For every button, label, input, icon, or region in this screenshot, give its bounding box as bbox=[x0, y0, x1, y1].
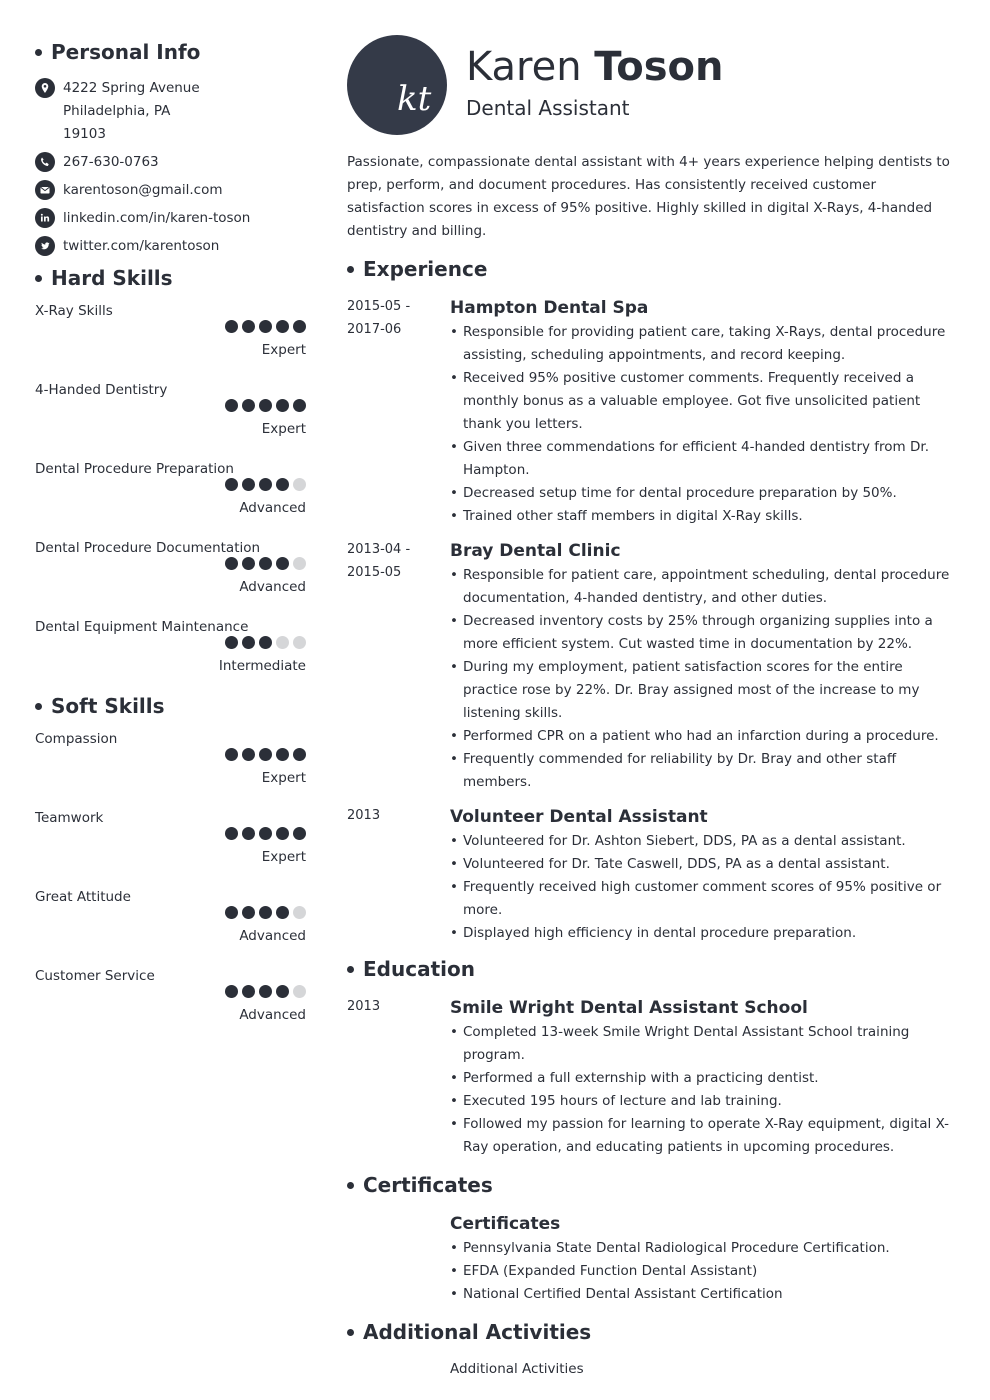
skill-item bbox=[35, 617, 306, 696]
email-link[interactable]: karentoson@gmail.com bbox=[63, 182, 223, 198]
phone-icon bbox=[35, 152, 55, 172]
rating-dot-filled bbox=[225, 320, 238, 333]
experience-list bbox=[347, 295, 957, 945]
rating-dot-filled bbox=[276, 985, 289, 998]
entry-date: 2013 bbox=[347, 999, 381, 1014]
bullet-item: • Performed a full externship with a practicing dentist. bbox=[450, 1067, 957, 1090]
rating-dot-empty bbox=[293, 985, 306, 998]
rating-dot-filled bbox=[293, 399, 306, 412]
entry-title: Certificates bbox=[450, 1214, 561, 1234]
bullet-item: • Performed CPR on a patient who had an infarction during a procedure. bbox=[450, 725, 957, 748]
certificates-heading: Certificates bbox=[347, 1171, 957, 1199]
additional-activities-heading: Additional Activities bbox=[347, 1318, 957, 1346]
rating-dot-filled bbox=[293, 748, 306, 761]
name-block bbox=[466, 35, 724, 122]
contact-address bbox=[35, 77, 306, 146]
resume-header bbox=[347, 35, 957, 146]
bullet-item: • Given three commendations for efficient 4-handed dentistry from Dr. Hampton. bbox=[450, 436, 957, 482]
avatar bbox=[347, 35, 447, 135]
bullet-item: • Completed 13-week Smile Wright Dental Assistant School training program. bbox=[450, 1021, 957, 1067]
bullet-item: • Responsible for providing patient care, taking X-Rays, dental procedure assisting, scheduling appointments, and record keeping. bbox=[450, 321, 957, 367]
rating-dot-filled bbox=[259, 478, 272, 491]
rating-dot-filled bbox=[242, 827, 255, 840]
additional-activities-text: Additional Activities bbox=[450, 1361, 584, 1377]
skill-name: Dental Equipment Maintenance bbox=[35, 619, 249, 635]
first-name: Karen bbox=[466, 44, 582, 90]
section-entry bbox=[347, 995, 957, 1159]
entry-title: Bray Dental Clinic bbox=[450, 541, 621, 561]
rating-dot-filled bbox=[225, 748, 238, 761]
rating-dot-filled bbox=[276, 557, 289, 570]
last-name: Toson bbox=[594, 44, 724, 90]
bullet-item: • Frequently commended for reliability by Dr. Bray and other staff members. bbox=[450, 748, 957, 794]
skill-rating bbox=[225, 320, 306, 333]
bullet-item: • Displayed high efficiency in dental procedure preparation. bbox=[450, 922, 957, 945]
entry-date: 2015-05 - 2017-06 bbox=[347, 299, 411, 337]
rating-dot-filled bbox=[242, 399, 255, 412]
avatar-initials: kt bbox=[397, 79, 432, 119]
education-heading: Education bbox=[347, 955, 957, 983]
skill-item bbox=[35, 301, 306, 380]
bullet-item: • Pennsylvania State Dental Radiological Procedure Certification. bbox=[450, 1237, 957, 1260]
rating-dot-filled bbox=[225, 636, 238, 649]
bullet-item: • Received 95% positive customer comments. Frequently received a monthly bonus as a valuable employee. Got five unsolicited patient thank you letters. bbox=[450, 367, 957, 436]
soft-skills-heading: Soft Skills bbox=[35, 692, 306, 720]
bullet-item: • National Certified Dental Assistant Certification bbox=[450, 1283, 957, 1306]
bullet-list bbox=[450, 1237, 957, 1306]
soft-skills-list bbox=[35, 729, 306, 1045]
bullet-item: • Volunteered for Dr. Tate Caswell, DDS, PA as a dental assistant. bbox=[450, 853, 957, 876]
rating-dot-filled bbox=[259, 636, 272, 649]
entry-date: 2013 bbox=[347, 808, 381, 823]
section-entry bbox=[347, 1211, 957, 1306]
twitter-link[interactable]: twitter.com/karentoson bbox=[63, 238, 220, 254]
rating-dot-filled bbox=[276, 827, 289, 840]
rating-dot-filled bbox=[259, 985, 272, 998]
skill-name: Compassion bbox=[35, 731, 118, 747]
main-content bbox=[347, 35, 957, 1381]
rating-dot-filled bbox=[293, 827, 306, 840]
rating-dot-filled bbox=[225, 985, 238, 998]
email-icon bbox=[35, 180, 55, 200]
certificates-list bbox=[347, 1211, 957, 1306]
rating-dot-filled bbox=[276, 399, 289, 412]
skill-item bbox=[35, 729, 306, 808]
entry-title: Smile Wright Dental Assistant School bbox=[450, 998, 808, 1018]
rating-dot-filled bbox=[259, 748, 272, 761]
rating-dot-filled bbox=[259, 557, 272, 570]
rating-dot-empty bbox=[276, 636, 289, 649]
rating-dot-filled bbox=[242, 906, 255, 919]
skill-item bbox=[35, 887, 306, 966]
rating-dot-filled bbox=[242, 478, 255, 491]
personal-info-heading: Personal Info bbox=[35, 38, 306, 66]
entry-title: Hampton Dental Spa bbox=[450, 298, 649, 318]
rating-dot-filled bbox=[259, 399, 272, 412]
linkedin-icon bbox=[35, 208, 55, 228]
rating-dot-filled bbox=[242, 636, 255, 649]
skill-rating bbox=[225, 557, 306, 570]
bullet-item: • Decreased inventory costs by 25% through organizing supplies into a more efficient system. Cut wasted time in documentation by 22%. bbox=[450, 610, 957, 656]
sidebar bbox=[35, 38, 306, 1045]
skill-item bbox=[35, 459, 306, 538]
skill-name: Great Attitude bbox=[35, 889, 131, 905]
additional-activities-entry bbox=[347, 1358, 957, 1381]
skill-rating bbox=[225, 985, 306, 998]
skill-level: Advanced bbox=[239, 1007, 306, 1023]
skill-item bbox=[35, 380, 306, 459]
bullet-list bbox=[450, 321, 957, 528]
rating-dot-empty bbox=[293, 557, 306, 570]
rating-dot-filled bbox=[225, 827, 238, 840]
skill-level: Advanced bbox=[239, 579, 306, 595]
contact-phone bbox=[35, 151, 306, 174]
bullet-item: • Volunteered for Dr. Ashton Siebert, DDS, PA as a dental assistant. bbox=[450, 830, 957, 853]
job-title: Dental Assistant bbox=[466, 96, 630, 120]
rating-dot-filled bbox=[276, 748, 289, 761]
contact-list bbox=[35, 77, 306, 258]
hard-skills-list bbox=[35, 301, 306, 696]
rating-dot-empty bbox=[293, 478, 306, 491]
skill-name: X-Ray Skills bbox=[35, 303, 113, 319]
skill-rating bbox=[225, 399, 306, 412]
summary-text: Passionate, compassionate dental assistant with 4+ years experience helping dentists to prep, perform, and document procedures. Has consistently received customer satisfaction scores in excess of 95% positive. Highly skilled in digital X-Rays, 4-handed dentistry and billing. bbox=[347, 154, 950, 239]
skill-name: Teamwork bbox=[35, 810, 104, 826]
rating-dot-filled bbox=[225, 399, 238, 412]
rating-dot-filled bbox=[259, 320, 272, 333]
rating-dot-filled bbox=[259, 906, 272, 919]
skill-name: 4-Handed Dentistry bbox=[35, 382, 168, 398]
entry-date: 2013-04 - 2015-05 bbox=[347, 542, 411, 580]
skill-name: Dental Procedure Documentation bbox=[35, 540, 261, 556]
bullet-item: • EFDA (Expanded Function Dental Assistant) bbox=[450, 1260, 957, 1283]
contact-twitter bbox=[35, 235, 306, 258]
bullet-item: • Responsible for patient care, appointment scheduling, dental procedure documentation, 4-handed dentistry, and other duties. bbox=[450, 564, 957, 610]
education-list bbox=[347, 995, 957, 1159]
bullet-list bbox=[450, 564, 957, 794]
full-name bbox=[466, 37, 724, 97]
skill-level: Advanced bbox=[239, 928, 306, 944]
rating-dot-filled bbox=[242, 557, 255, 570]
rating-dot-filled bbox=[242, 748, 255, 761]
skill-item bbox=[35, 966, 306, 1045]
skill-rating bbox=[225, 748, 306, 761]
bullet-item: • Followed my passion for learning to operate X-Ray equipment, digital X-Ray operation, and educating patients in upcoming procedures. bbox=[450, 1113, 957, 1159]
skill-level: Expert bbox=[261, 421, 306, 437]
section-entry bbox=[347, 295, 957, 528]
skill-name: Dental Procedure Preparation bbox=[35, 461, 234, 477]
skill-rating bbox=[225, 636, 306, 649]
phone-text[interactable]: 267-630-0763 bbox=[63, 154, 159, 170]
location-pin-icon bbox=[35, 78, 55, 98]
skill-rating bbox=[225, 906, 306, 919]
entry-title: Volunteer Dental Assistant bbox=[450, 807, 708, 827]
section-entry bbox=[347, 538, 957, 794]
contact-linkedin bbox=[35, 207, 306, 230]
linkedin-link[interactable]: linkedin.com/in/karen-toson bbox=[63, 210, 251, 226]
skill-item bbox=[35, 808, 306, 887]
bullet-item: • Executed 195 hours of lecture and lab training. bbox=[450, 1090, 957, 1113]
skill-level: Advanced bbox=[239, 500, 306, 516]
rating-dot-filled bbox=[259, 827, 272, 840]
rating-dot-filled bbox=[293, 320, 306, 333]
address-text: 4222 Spring Avenue Philadelphia, PA 19103 bbox=[63, 80, 200, 142]
contact-email bbox=[35, 179, 306, 202]
bullet-list bbox=[450, 1021, 957, 1159]
skill-level: Expert bbox=[261, 770, 306, 786]
hard-skills-heading: Hard Skills bbox=[35, 264, 306, 292]
twitter-icon bbox=[35, 236, 55, 256]
rating-dot-filled bbox=[276, 478, 289, 491]
rating-dot-filled bbox=[276, 320, 289, 333]
skill-rating bbox=[225, 827, 306, 840]
bullet-item: • Decreased setup time for dental procedure preparation by 50%. bbox=[450, 482, 957, 505]
experience-heading: Experience bbox=[347, 255, 957, 283]
skill-level: Expert bbox=[261, 849, 306, 865]
rating-dot-filled bbox=[225, 557, 238, 570]
skill-level: Expert bbox=[261, 342, 306, 358]
rating-dot-filled bbox=[242, 985, 255, 998]
rating-dot-filled bbox=[225, 478, 238, 491]
bullet-list bbox=[450, 830, 957, 945]
rating-dot-filled bbox=[225, 906, 238, 919]
skill-name: Customer Service bbox=[35, 968, 155, 984]
rating-dot-filled bbox=[276, 906, 289, 919]
rating-dot-empty bbox=[293, 906, 306, 919]
bullet-item: • Frequently received high customer comment scores of 95% positive or more. bbox=[450, 876, 957, 922]
skill-rating bbox=[225, 478, 306, 491]
rating-dot-empty bbox=[293, 636, 306, 649]
bullet-item: • During my employment, patient satisfaction scores for the entire practice rose by 22%. Dr. Bray assigned most of the increase to my listening skills. bbox=[450, 656, 957, 725]
skill-level: Intermediate bbox=[218, 658, 306, 674]
rating-dot-filled bbox=[242, 320, 255, 333]
section-entry bbox=[347, 804, 957, 945]
bullet-item: • Trained other staff members in digital X-Ray skills. bbox=[450, 505, 957, 528]
skill-item bbox=[35, 538, 306, 617]
